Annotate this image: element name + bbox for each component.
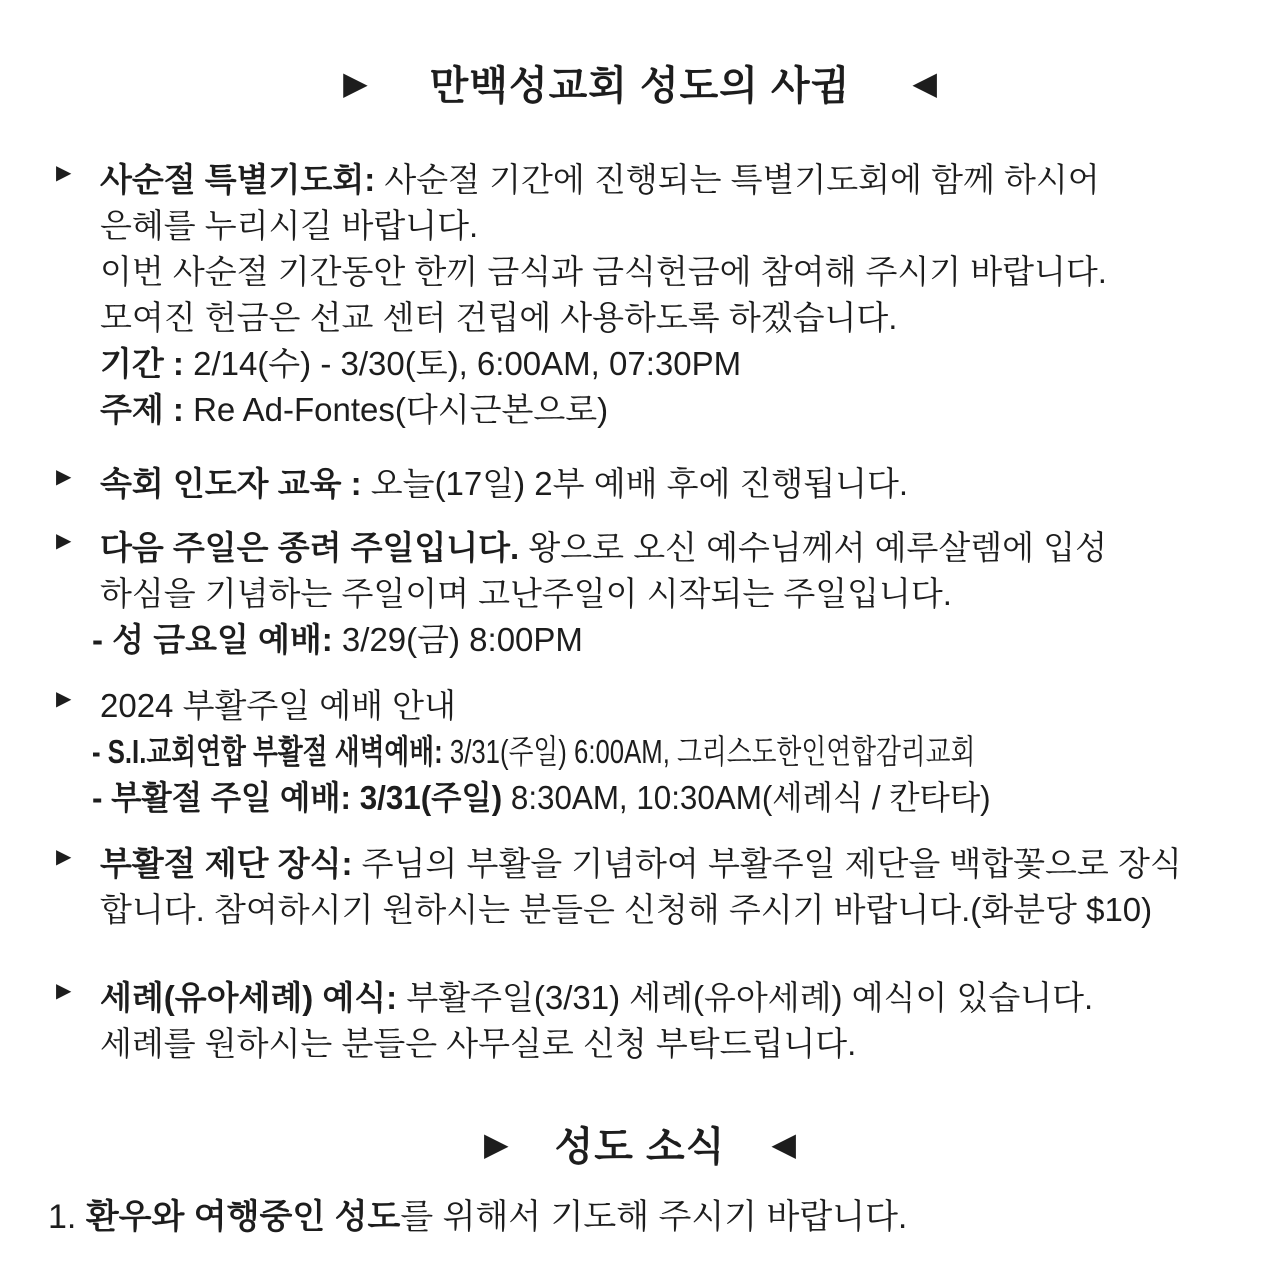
news-title: 성도 소식	[554, 1125, 726, 1169]
line-bold-text: 다음 주일은 종려 주일입니다.	[100, 529, 520, 566]
page-title: 만백성교회 성도의 사귐	[429, 64, 851, 108]
right-arrow-icon: ▶	[484, 1125, 509, 1162]
announcements	[0, 157, 1280, 1067]
announcement-section-altar-flowers	[56, 841, 1240, 933]
line-text: 2/14(수) - 3/30(토), 6:00AM, 07:30PM	[183, 345, 742, 382]
line-text: 세례를 원하시는 분들은 사무실로 신청 부탁드립니다.	[100, 1025, 857, 1062]
line-text: 은혜를 누리시길 바랍니다.	[100, 207, 479, 244]
text-line	[92, 617, 1240, 663]
line-text: 주님의 부활을 기념하여 부활주일 제단을 백합꽃으로 장식	[352, 845, 1182, 882]
line-text: 부활주일(3/31) 세례(유아세례) 예식이 있습니다.	[397, 979, 1094, 1016]
left-arrow-icon: ◀	[771, 1125, 796, 1162]
text-line	[100, 683, 1240, 729]
line-bold-text: - 부활절 주일 예배: 3/31(주일)	[92, 779, 503, 816]
line-text: Re Ad-Fontes(다시근본으로)	[183, 391, 609, 428]
bullet-triangle-icon: ▶	[56, 530, 72, 552]
line-text: 사순절 기간에 진행되는 특별기도회에 함께 하시어	[375, 161, 1100, 198]
line-text: 3/29(금) 8:00PM	[332, 621, 583, 658]
text-line	[100, 841, 1240, 887]
line-text: 3/31(주일) 6:00AM, 그리스도한인연합감리교회	[442, 733, 976, 770]
line-bold-text: 사순절 특별기도회:	[100, 161, 376, 198]
bullet-triangle-icon: ▶	[56, 846, 72, 868]
text-line	[100, 975, 1240, 1021]
text-line	[100, 157, 1240, 203]
news-title-row	[0, 1115, 1280, 1172]
news-item-text: 를 위해서 기도해 주시기 바랍니다.	[400, 1198, 908, 1236]
line-bold-text: 부활절 제단 장식:	[100, 845, 353, 882]
announcement-section-lent-prayer	[56, 157, 1240, 433]
text-line	[92, 729, 975, 775]
line-text: 하심을 기념하는 주일이며 고난주일이 시작되는 주일입니다.	[100, 575, 952, 612]
text-line	[100, 387, 1240, 433]
announcement-section-easter-services	[56, 683, 1240, 821]
announcement-section-leader-training	[56, 461, 1240, 507]
line-text: 왕으로 오신 예수님께서 예루살렘에 입성	[519, 529, 1107, 566]
page-title-row	[0, 0, 1280, 111]
text-line	[100, 203, 1240, 249]
news-item-number: 1.	[48, 1198, 86, 1236]
news-item-bold-text: 환우와 여행중인 성도	[85, 1198, 401, 1236]
text-line	[100, 525, 1240, 571]
text-line	[100, 571, 1240, 617]
text-line	[100, 1021, 1240, 1067]
line-bold-text: 주제 :	[100, 391, 184, 428]
line-bold-text: 세례(유아세례) 예식:	[100, 979, 398, 1016]
line-bold-text: - 성 금요일 예배:	[92, 621, 333, 658]
line-bold-text: 속회 인도자 교육 :	[100, 465, 362, 502]
text-line	[100, 887, 1240, 933]
line-text: 이번 사순절 기간동안 한끼 금식과 금식헌금에 참여해 주시기 바랍니다.	[100, 253, 1107, 290]
text-line	[100, 295, 1240, 341]
line-text: 합니다. 참여하시기 원하시는 분들은 신청해 주시기 바랍니다.(화분당 $10)	[100, 891, 1153, 928]
line-text: 모여진 헌금은 선교 센터 건립에 사용하도록 하겠습니다.	[100, 299, 898, 336]
line-text: 오늘(17일) 2부 예배 후에 진행됩니다.	[361, 465, 909, 502]
bullet-triangle-icon: ▶	[56, 688, 72, 710]
text-line	[92, 775, 991, 821]
bullet-triangle-icon: ▶	[56, 980, 72, 1002]
right-arrow-icon: ▶	[343, 64, 368, 101]
line-bold-text: - S.I.교회연합 부활절 새벽예배:	[92, 733, 443, 770]
bullet-triangle-icon: ▶	[56, 162, 72, 184]
announcement-section-palm-sunday	[56, 525, 1240, 663]
text-line	[100, 341, 1240, 387]
announcement-section-baptism	[56, 975, 1240, 1067]
line-text: 2024 부활주일 예배 안내	[100, 687, 456, 724]
left-arrow-icon: ◀	[912, 64, 937, 101]
bullet-triangle-icon: ▶	[56, 466, 72, 488]
news-item	[0, 1194, 1280, 1240]
text-line	[100, 249, 1240, 295]
line-bold-text: 기간 :	[100, 345, 184, 382]
line-text: 8:30AM, 10:30AM(세례식 / 칸타타)	[502, 779, 991, 816]
text-line	[100, 461, 1240, 507]
